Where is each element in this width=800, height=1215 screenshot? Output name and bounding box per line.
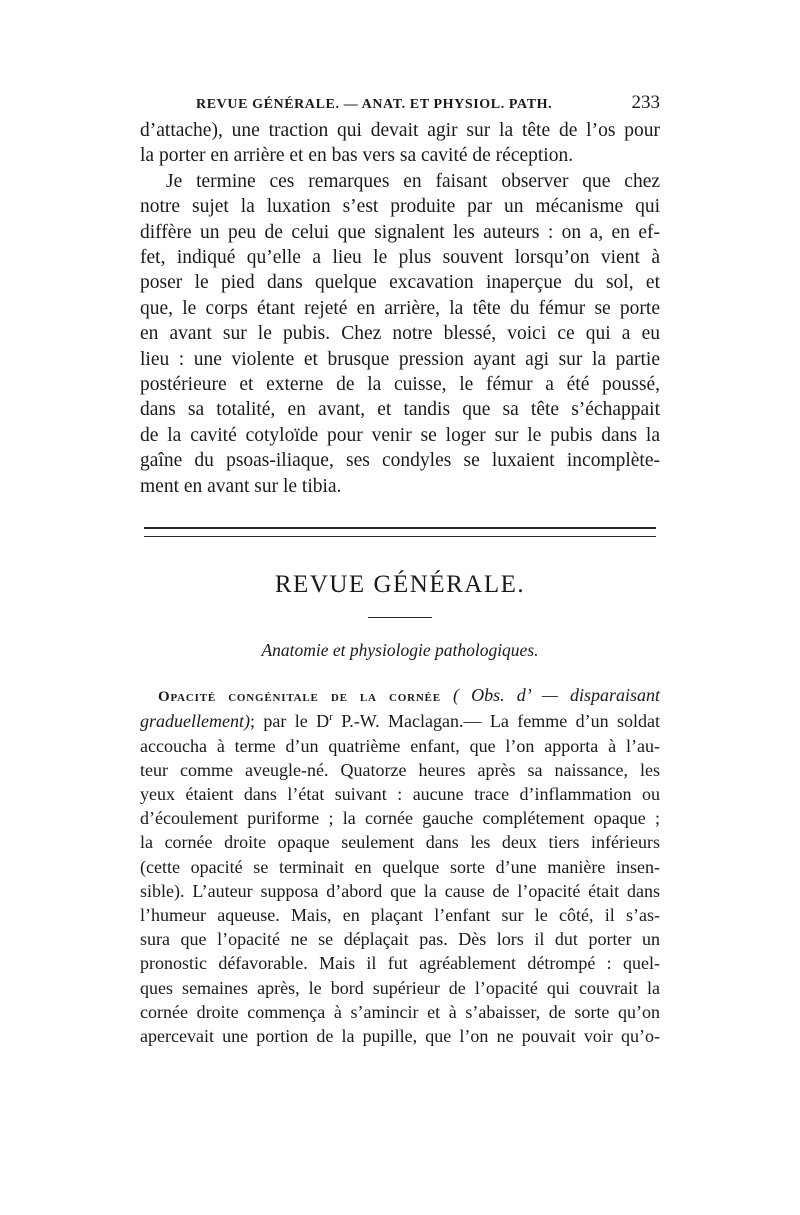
heading-note-continued: graduellement) [140, 711, 250, 732]
text-line: notre sujet la luxation s’est produite par un mécanisme qui [140, 196, 660, 218]
byline-line [140, 709, 660, 733]
title-underline [368, 617, 432, 618]
text-line: ment en avant sur le tibia. [140, 475, 342, 497]
text-line: la cornée droite opaque seulement dans les deux tiers inférieurs [140, 832, 660, 853]
article-heading-note: ( Obs. d’ — disparaisant [452, 685, 660, 706]
text-line: que, le corps étant rejeté en arrière, la tête du fémur se porte [140, 297, 660, 319]
text-line: postérieure et externe de la cuisse, le fémur a été poussé, [140, 374, 660, 396]
text-line: fet, indiqué qu’elle a lieu le plus souvent lorsqu’on vient à [140, 247, 660, 269]
subsection-title: Anatomie et physiologie pathologiques. [261, 640, 539, 661]
text-line: dans sa totalité, en avant, et tandis que sa tête s’échappait [140, 399, 660, 421]
text-line: accoucha à terme d’un quatrième enfant, que l’on apporta à l’au- [140, 735, 660, 756]
remarks-paragraph [140, 169, 660, 499]
section-divider [144, 527, 656, 537]
running-head-title: REVUE GÉNÉRALE. — ANAT. ET PHYSIOL. PATH. [196, 97, 553, 112]
article-heading: Opacité congénitale de la cornée [158, 689, 441, 706]
running-head [196, 92, 660, 118]
article-heading-line [140, 683, 660, 709]
text-line: d’écoulement puriforme ; la cornée gauche complétement opaque ; [140, 808, 660, 829]
page-number: 233 [631, 92, 660, 113]
text-line: diffère un peu de celui que signalent les auteurs : on a, en ef- [140, 221, 660, 243]
text-line: d’attache), une traction qui devait agir sur la tête de l’os pour [140, 120, 660, 141]
text-line: (cette opacité se terminait en quelque sorte d’une manière insen- [140, 856, 660, 877]
text-line: l’humeur aqueuse. Mais, en plaçant l’enfant sur le côté, il s’as- [140, 904, 660, 925]
text-line: poser le pied dans quelque excavation inaperçue du sol, et [140, 272, 660, 294]
text-line: en avant sur le pubis. Chez notre blessé, voici ce qui a eu [140, 323, 660, 345]
text-line: cornée droite commença à s’amincir et à s’abaisser, de sorte qu’on [140, 1001, 660, 1022]
text-line: sible). L’auteur supposa d’abord que la cause de l’opacité était dans [140, 880, 660, 901]
text-line: de la cavité cotyloïde pour venir se loger sur le pubis dans la [140, 424, 660, 446]
text-line: apercevait une portion de la pupille, que l’on ne pouvait voir qu’o- [140, 1025, 660, 1046]
text-line: gaîne du psoas-iliaque, ses condyles se luxaient incomplète- [140, 450, 660, 472]
byline-superscript: r [329, 711, 333, 724]
text-line: ques semaines après, le bord supérieur de l’opacité qui couvrait la [140, 977, 660, 998]
byline-author: P.-W. Maclagan.— La femme d’un soldat [332, 711, 660, 732]
text-line: pronostic défavorable. Mais il fut agréablement détrompé : quel- [140, 953, 660, 974]
text-line: la porter en arrière et en bas vers sa cavité de réception. [140, 145, 574, 167]
text-line: lieu : une violente et brusque pression ayant agi sur la partie [140, 348, 660, 370]
intro-text [140, 118, 660, 169]
article-body [140, 683, 660, 1048]
text-line: yeux étaient dans l’état suivant : aucune trace d’inflammation ou [140, 783, 660, 804]
section-title: REVUE GÉNÉRALE. [274, 571, 526, 599]
text-line: teur comme aveugle-né. Quatorze heures après sa naissance, les [140, 759, 660, 780]
byline-prefix: ; par le D [249, 711, 330, 732]
text-line: Je termine ces remarques en faisant observer que chez [166, 170, 660, 192]
book-page [140, 92, 660, 1048]
text-line: sura que l’opacité ne se déplaçait pas. Dès lors il dut porter un [140, 929, 660, 950]
